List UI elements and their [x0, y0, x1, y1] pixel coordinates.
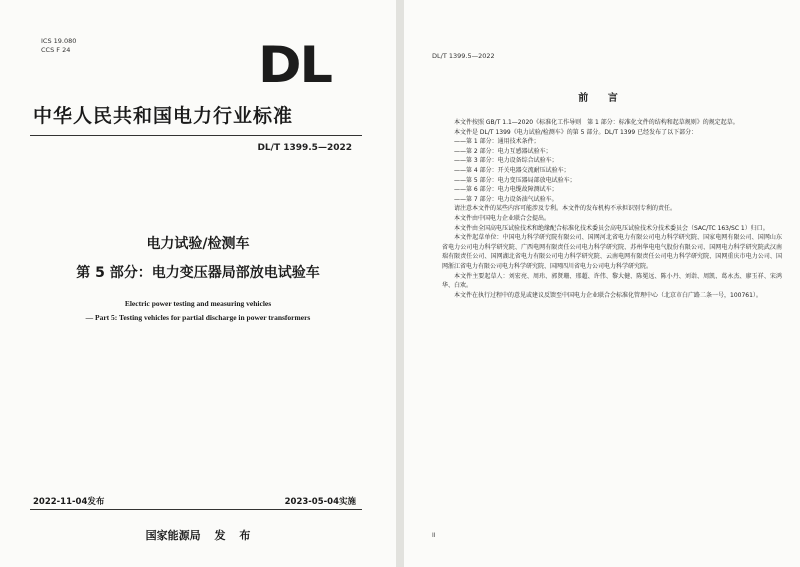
list-item: ——第 5 部分：电力变压器局部放电试验车； [454, 176, 576, 184]
implementation-date: 2023-05-04实施 [284, 497, 356, 507]
page-gutter [396, 0, 404, 567]
foreword-page [404, 0, 800, 567]
paragraph: 本文件由中国电力企业联合会提出。 [454, 214, 551, 222]
ccs-code: CCS F 24 [41, 46, 71, 54]
document-title-line-1: 电力试验/检测车 [146, 236, 250, 252]
paragraph: 本文件主要起草人：刘宏亮、周玮、郭贤珊、邢超、许伟、黎大健、陈冕远、陈小丹、刘诣、周凯、葛永杰、廖玉祥、宋鸿华、白欢。 [442, 272, 782, 290]
paragraph: 请注意本文件的某些内容可能涉及专利。本文件的发布机构不承担识别专利的责任。 [454, 205, 677, 213]
list-item: ——第 1 部分：通用技术条件； [454, 138, 540, 146]
english-title-line-2: — Part 5: Testing vehicles for partial discharge in power transformers [85, 313, 311, 322]
paragraph: 本文件起草单位：中国电力科学研究院有限公司、国网河北省电力有限公司电力科学研究院、国家电网有限公司、国网山东省电力公司电力科学研究院、广西电网有限责任公司电力科学研究院、苏州华电电气股份有限公司、国网电力科学研究院武汉南瑞有限责任公司、国网湖北省电力有限公司电力科学研究院、云南电网有限责任公司电力科学研究院、国网重庆市电力公司、国网浙江省电力有限公司电力科学研究院、国网四川省电力公司电力科学研究院。 [442, 234, 782, 270]
bottom-divider [30, 509, 362, 510]
list-item: ——第 6 部分：电力电缆故障测试车； [454, 186, 558, 194]
paragraph: 本文件由全国高电压试验技术和绝缘配合标准化技术委员会高电压试验技术分技术委员会（SAC/TC 163/SC 1）归口。 [454, 224, 769, 232]
standard-number: DL/T 1399.5—2022 [257, 143, 352, 153]
page-number: II [432, 532, 436, 539]
classification-codes [41, 37, 76, 55]
issue-date: 2022-11-04发布 [33, 497, 105, 507]
document-title-line-2: 第 5 部分：电力变压器局部放电试验车 [76, 265, 320, 281]
list-item: ——第 4 部分：开关电器交流耐压试验车； [454, 166, 570, 174]
paragraph: 本文件在执行过程中的意见或建议反馈至中国电力企业联合会标准化管理中心（北京市白广路二条一号，100761）。 [454, 291, 762, 299]
ics-code: ICS 19.080 [41, 37, 77, 45]
cover-page [0, 0, 396, 567]
issuing-authority: 国家能源局 发 布 [145, 529, 251, 542]
paragraph: 本文件是 DL/T 1399《电力试验/检测车》的第 5 部分。DL/T 1399 已经发布了以下部分： [454, 128, 698, 136]
list-item: ——第 2 部分：电力互感器试验车； [454, 147, 552, 155]
running-header: DL/T 1399.5—2022 [432, 52, 495, 60]
foreword-body [442, 118, 782, 300]
list-item: ——第 3 部分：电力设备综合试验车； [454, 157, 558, 165]
english-title-line-1: Electric power testing and measuring vehicles [124, 299, 272, 308]
top-divider [30, 135, 362, 136]
paragraph: 本文件按照 GB/T 1.1—2020《标准化工作导则 第 1 部分：标准化文件的结构和起草规则》的规定起草。 [454, 119, 739, 126]
foreword-title: 前 言 [578, 93, 626, 104]
standard-title: 中华人民共和国电力行业标准 [33, 105, 294, 127]
list-item: ——第 7 部分：电力设备油气试验车。 [454, 195, 558, 203]
dl-logo: DL [258, 36, 331, 94]
